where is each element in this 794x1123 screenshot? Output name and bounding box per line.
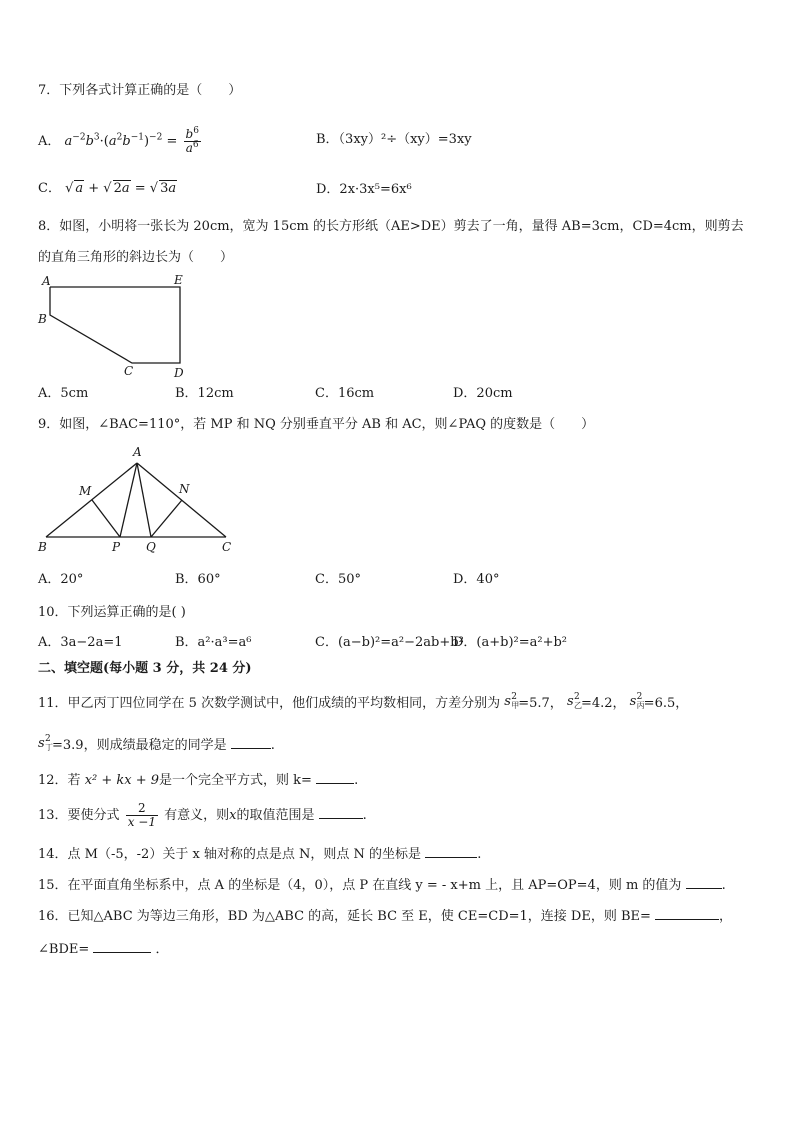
q10-option-d: D．(a+b)²=a²+b² — [453, 635, 568, 650]
q10-option-a: A．3a−2a=1 — [38, 635, 123, 650]
q7-option-a: A． $a^{-2}b^3\cdot(a^2b^{-1})^{-2}$ = $\frac{b^6}{a^6}$ — [38, 126, 199, 155]
q16-line1: 16．已知△ABC 为等边三角形，BD 为△ABC 的高，延长 BC 至 E，使 CE=CD=1，连接 DE，则 BE= ， — [38, 909, 733, 924]
q9-label-a: A — [133, 445, 142, 459]
q8-label-d: D — [174, 366, 184, 380]
q9-label-q: Q — [146, 540, 156, 554]
q16-answer-blank-bde[interactable] — [93, 940, 151, 953]
q9-option-a: A．20° — [38, 572, 84, 587]
q13-answer-blank[interactable] — [319, 806, 363, 819]
q9-figure — [34, 443, 234, 558]
q15-line: 15．在平面直角坐标系中，点 A 的坐标是（4，0），点 P 在直线 y = - x+m 上，且 AP=OP=4，则 m 的值为 . — [38, 878, 726, 893]
q11-line2: s 2 丁 =3.9，则成绩最稳定的同学是 . — [38, 734, 275, 753]
q9-line-aq — [137, 463, 151, 537]
q9-label-n: N — [179, 482, 190, 496]
q10-stem: 10．下列运算正确的是( ) — [38, 605, 186, 620]
q8-figure — [34, 271, 194, 381]
q9-option-b: B．60° — [175, 572, 221, 587]
q8-option-b: B．12cm — [175, 386, 234, 401]
q7-option-d: D．2x·3x⁵=6x⁶ — [316, 182, 412, 197]
q9-label-c: C — [222, 540, 232, 554]
q14-line: 14．点 M（-5，-2）关于 x 轴对称的点是点 N，则点 N 的坐标是 . — [38, 847, 482, 862]
q8-option-c: C．16cm — [315, 386, 375, 401]
q9-option-c: C．50° — [315, 572, 361, 587]
q7-stem: 7．下列各式计算正确的是（ ） — [38, 83, 242, 98]
q9-line-ab — [46, 463, 137, 537]
q16-line2: ∠BDE= ． — [38, 942, 169, 957]
q9-stem: 9．如图，∠BAC=110°，若 MP 和 NQ 分别垂直平分 AB 和 AC，则∠PAQ 的度数是（ ） — [38, 417, 595, 432]
q7-option-c: C． √ a + √ 2a = √ 3a — [38, 181, 177, 196]
q8-label-e: E — [174, 273, 183, 287]
q8-label-c: C — [124, 364, 134, 378]
q8-stem-line2: 的直角三角形的斜边长为（ ） — [38, 250, 234, 265]
q14-answer-blank[interactable] — [425, 845, 477, 858]
q8-pentagon — [50, 287, 180, 363]
q9-label-b: B — [38, 540, 47, 554]
q12-answer-blank[interactable] — [316, 771, 354, 784]
q15-answer-blank[interactable] — [686, 876, 722, 889]
q11-answer-blank[interactable] — [231, 736, 271, 749]
q8-label-a: A — [42, 274, 51, 288]
q8-stem-line1: 8．如图，小明将一张长为 20cm，宽为 15cm 的长方形纸（AE>DE）剪去了一角，量得 AB=3cm，CD=4cm，则剪去 — [38, 219, 744, 234]
q10-option-b: B．a²·a³=a⁶ — [175, 635, 252, 650]
q9-line-nq — [151, 500, 182, 537]
q11-line1: 11．甲乙丙丁四位同学在 5 次数学测试中，他们成绩的平均数相同，方差分别为 s 2 甲 =5.7， s 2 乙 =4.2， s 2 丙 =6.5， — [38, 692, 689, 711]
q9-label-m: M — [79, 484, 92, 498]
q9-option-d: D．40° — [453, 572, 500, 587]
q9-label-p: P — [112, 540, 121, 554]
q12-line: 12．若 x² + kx + 9是一个完全平方式，则 k= . — [38, 773, 359, 788]
q8-option-a: A．5cm — [38, 386, 89, 401]
section-heading: 二、填空题(每小题 3 分，共 24 分) — [38, 661, 252, 676]
q7-option-b: B．（3xy）²÷（xy）=3xy — [316, 132, 472, 147]
q8-option-d: D．20cm — [453, 386, 513, 401]
q9-line-mp — [92, 500, 120, 537]
q16-answer-blank-be[interactable] — [655, 907, 719, 920]
q10-option-c: C．(a−b)²=a²−2ab+b² — [315, 635, 464, 650]
q8-label-b: B — [38, 312, 47, 326]
q13-line: 13．要使分式 $\frac{2}{x -1}$ 有意义，则x的取值范围是 . — [38, 801, 367, 829]
